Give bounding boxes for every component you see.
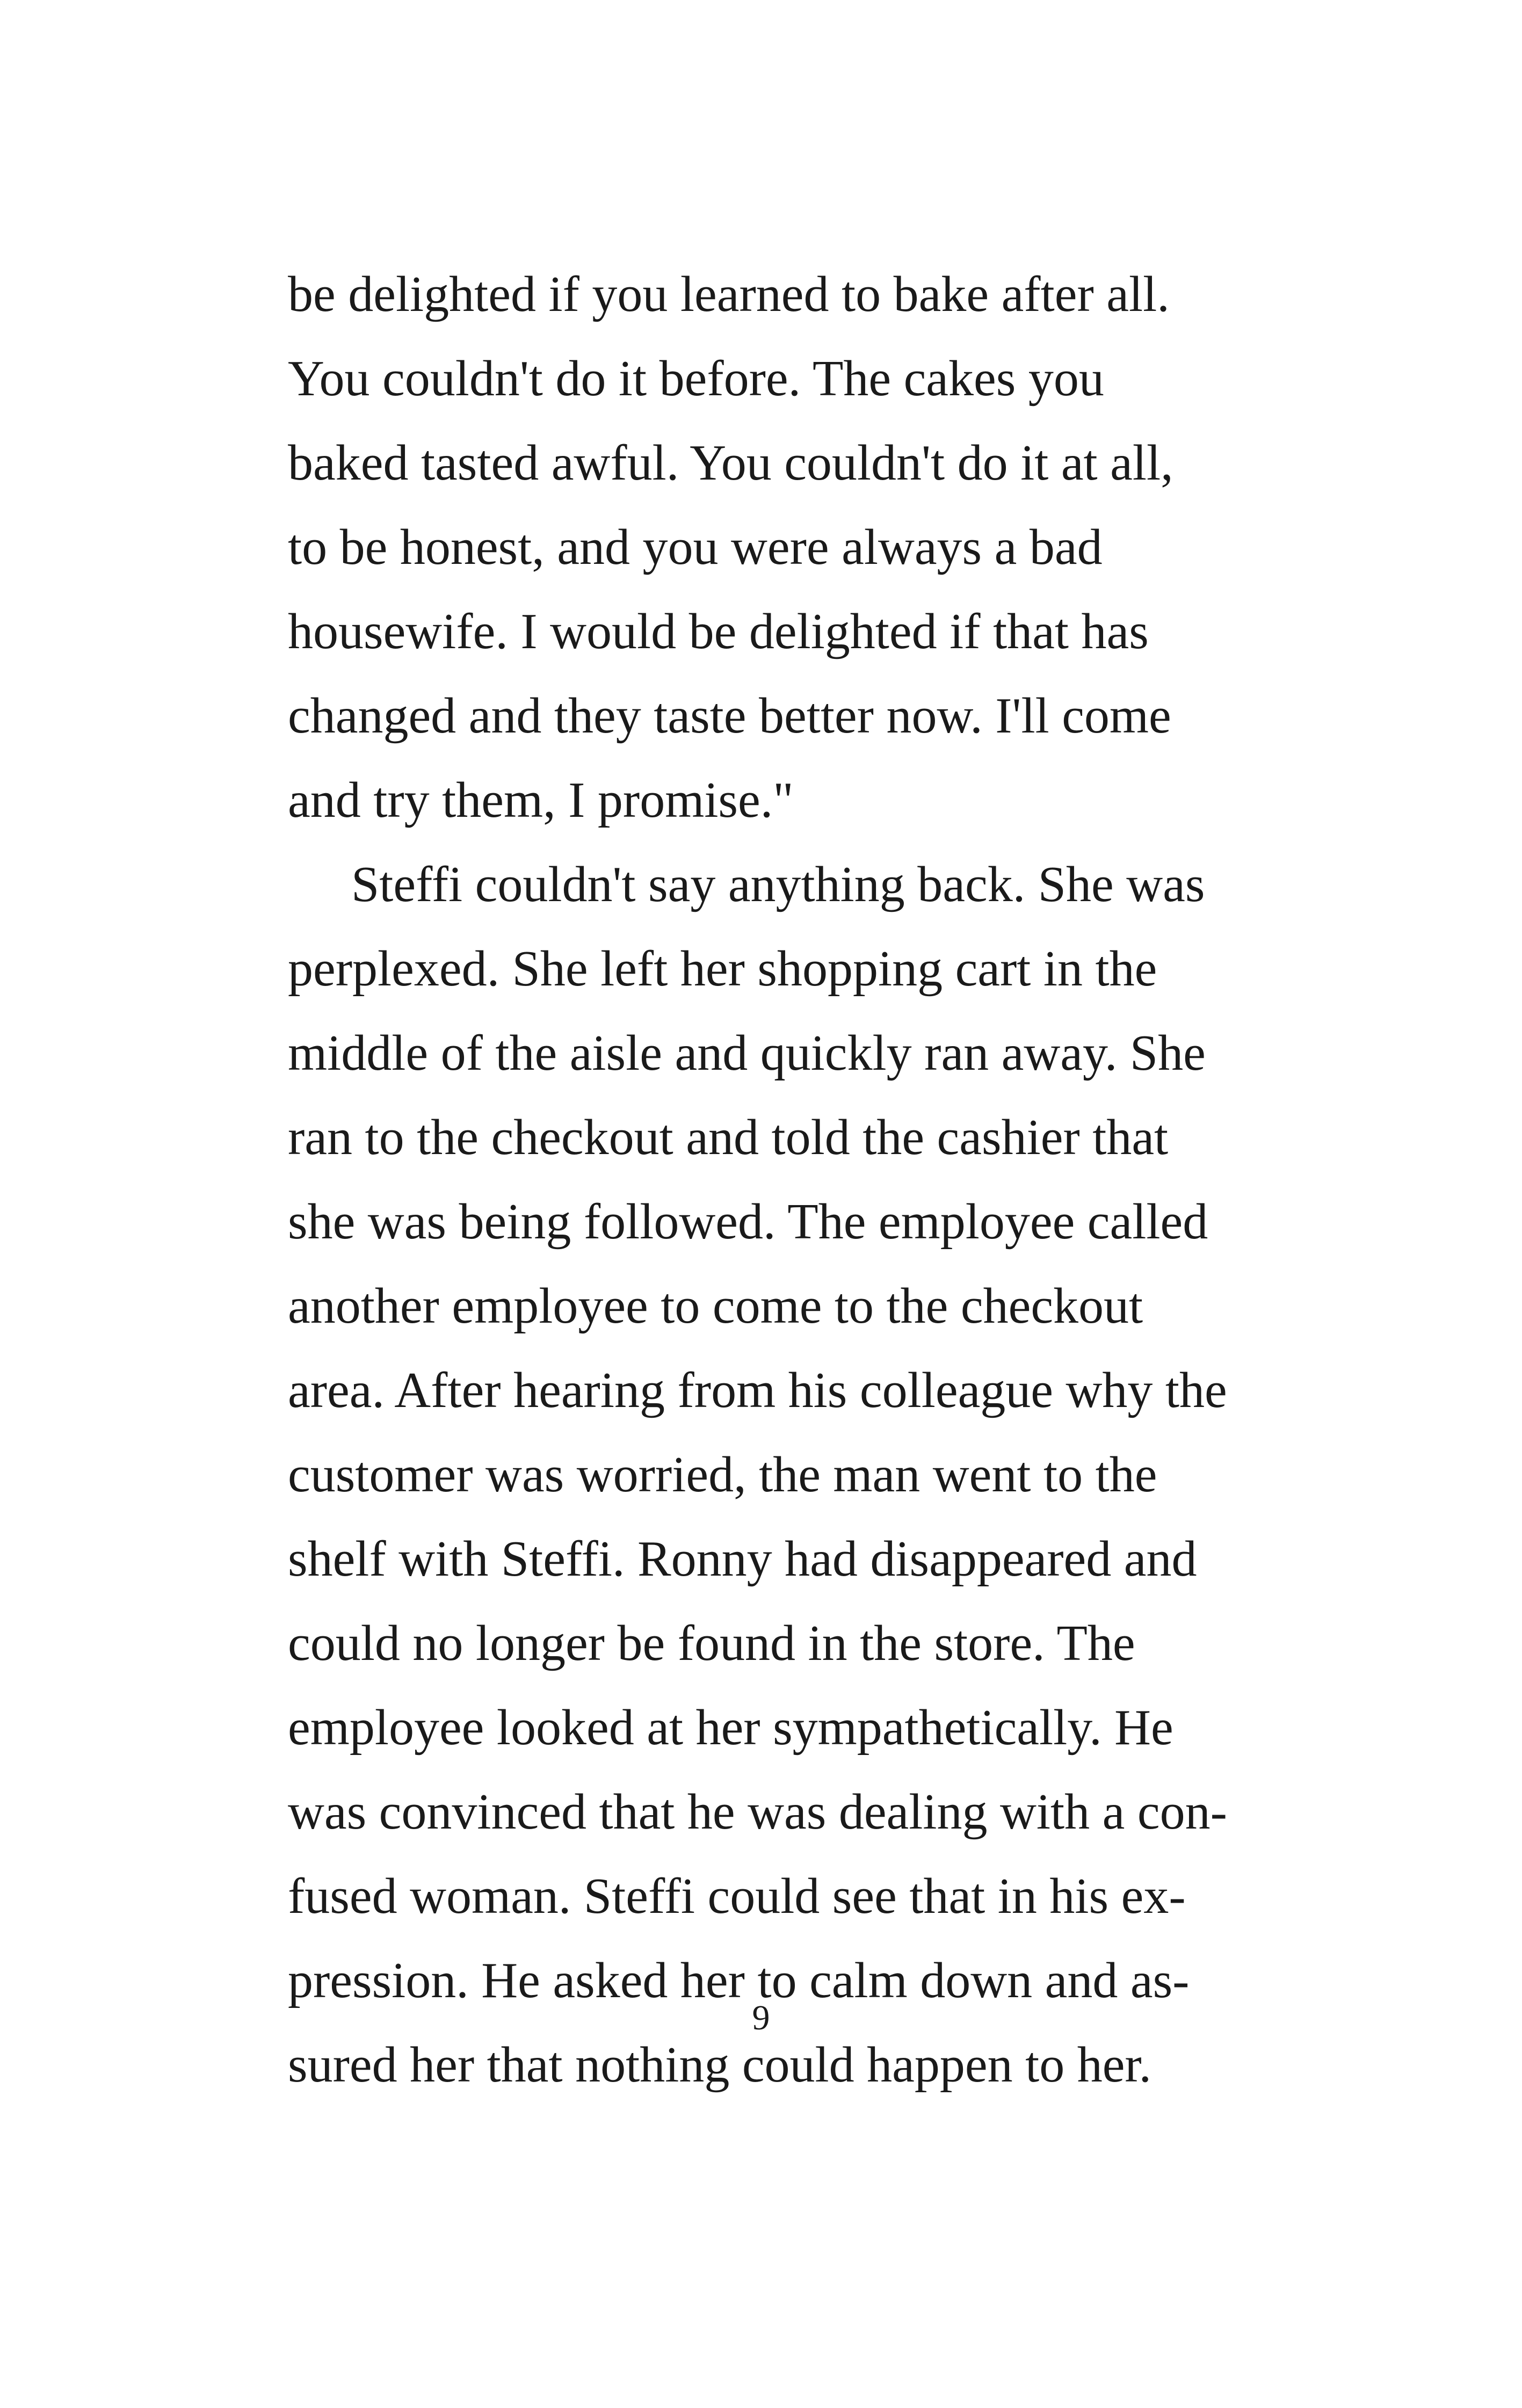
text-line: another employee to come to the checkout <box>288 1278 1143 1334</box>
text-line: employee looked at her sympathetically. He <box>288 1700 1173 1756</box>
body-text <box>288 252 1319 2107</box>
text-line: changed and they taste better now. I'll come <box>288 688 1171 744</box>
text-line: perplexed. She left her shopping cart in the <box>288 941 1157 997</box>
text-line: pression. He asked her to calm down and as- <box>288 1953 1190 2008</box>
text-line: baked tasted awful. You couldn't do it at all, <box>288 435 1173 491</box>
text-line: fused woman. Steffi could see that in his ex- <box>288 1868 1186 1924</box>
text-line: she was being followed. The employee called <box>288 1194 1208 1250</box>
text-line: You couldn't do it before. The cakes you <box>288 351 1104 407</box>
text-line: ran to the checkout and told the cashier that <box>288 1109 1169 1165</box>
text-line: middle of the aisle and quickly ran away. She <box>288 1025 1206 1081</box>
text-line: could no longer be found in the store. The <box>288 1615 1135 1671</box>
text-line: area. After hearing from his colleague why the <box>288 1362 1227 1418</box>
text-line: Steffi couldn't say anything back. She was <box>351 857 1205 912</box>
text-line: customer was worried, the man went to the <box>288 1447 1157 1503</box>
paragraph-1 <box>288 252 1319 843</box>
paragraph-2 <box>288 843 1319 2107</box>
text-line: and try them, I promise." <box>288 772 794 828</box>
page-number: 9 <box>752 1998 770 2037</box>
text-line: to be honest, and you were always a bad <box>288 519 1103 575</box>
text-line: shelf with Steffi. Ronny had disappeared and <box>288 1531 1197 1587</box>
text-line: was convinced that he was dealing with a con- <box>288 1784 1227 1840</box>
text-line: sured her that nothing could happen to her. <box>288 2037 1152 2093</box>
text-line: housewife. I would be delighted if that has <box>288 604 1149 659</box>
text-line: be delighted if you learned to bake after all. <box>288 266 1170 322</box>
